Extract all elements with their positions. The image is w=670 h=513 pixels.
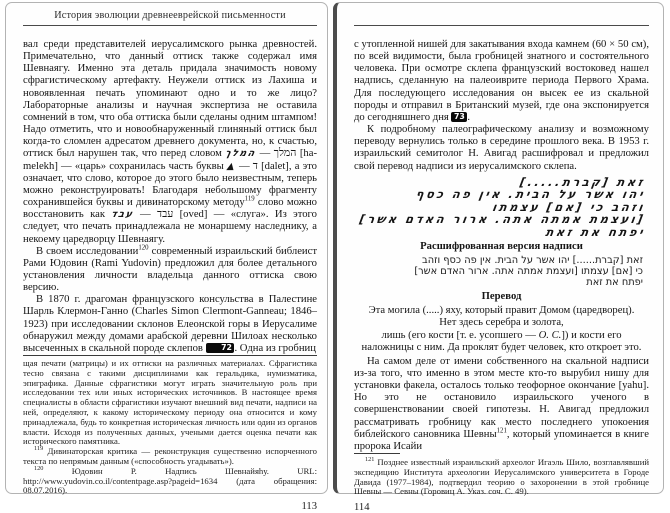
paragraph-tomb: с утопленной нишей для закатывания входа камнем (60 × 50 см), по всей видимости, была гробницей знатного и состоятельного человека. При осмотре склепа французский востоковед нашел надпись, сделанную на палеоиврите периода Первого Храма. Для последующего исследования он высек ее из скальной породы и отправил в Британский музей, где она экспонируется до сегодняшнего дня 73 . [354, 39, 649, 123]
hebrew-line: כי [אם] עצמתו [ועצמת אמתה אתה. ארור האדם אשר] [414, 266, 643, 278]
footnote-119-marker: 119 [34, 445, 44, 453]
paragraph-avigad: К подробному палеографическому анализу и возможному переводу вернулись только в середине прошлого века. В 1953 г. израильский семитолог Н. Авигад расшифровал и предложил свой перевод надписи из иерусалимского склепа. [354, 124, 649, 172]
hebrew-line: יפתח את זאת [586, 277, 643, 289]
footnote-ref-120: 120 [138, 244, 149, 252]
paragraph-clermont-ganneau: В 1870 г. драгоман французского консульства в Палестине Шарль Клермон-Ганно (Charles Simon Clermont-Ganneau; 1846–1923) при исследовании склонов Елеонской горы в Иерусалиме обнаружил между домами арабской деревни Шилоах несколько высеченных в скальной породе склепов 72 . Одна из гробниц [23, 294, 317, 354]
paleo-inscription-line: זאת [קברת.....] [518, 174, 647, 189]
running-header-title: История эволюции древнееврейской письменности [54, 10, 286, 21]
page-114 [333, 2, 664, 513]
footnote-separator-short [354, 453, 400, 454]
paleo-inscription-line: יהו אשר על הבית. אין פה כסף [414, 187, 647, 202]
footnote-120-marker: 120 [34, 464, 44, 472]
footnote-separator-full [23, 355, 317, 356]
page-number-113: 113 [301, 501, 317, 513]
header-rule [354, 25, 649, 26]
running-header-left [23, 9, 317, 26]
translation-line: Эта могила (.....) яху, который правит Домом (царедворец). [368, 305, 635, 317]
figure-badge-73: 73 [451, 112, 467, 122]
heading-decoded-version: Расшифрованная версия надписи [420, 241, 583, 253]
heading-translation: Перевод [481, 291, 522, 303]
translation-line: Нет здесь серебра и золота, [439, 317, 564, 329]
paragraph-seal-analysis: вал среди представителей иерусалимского рынка древностей. Примечательно, что данный оттиск также содержал имя Шевнаягу. Именно эта деталь придала значимость новому сфрагистическому артефакту. Неужели оттиск из Лахиша и новоявленная печать упоминают одно и то же лицо? Лабораторные анализы и научная экспертиза не оставила сомнений в том, что оба оттиска были сделаны одним штампом! Надо отметить, что и новообнаруженный глиняный оттиск был когда-то сломлен адресатом древнего документа, но, к счастью, оттиск был нарушен так, что перед словом המלך — המלך [ha-melekh] — «царь» сохранилась часть буквы ▲ — ד [dalet], а это означает, что слово, которое до этого было неизвестным, теперь можно реконструировать! Благодаря небольшому фрагменту сохранившейся буквы и дивинаторскому методу$^{119}$ слово можно восстановить как עבד — עבד [oved] — «слуга». Из этого следует, что печать принадлежала не монаршему наследнику, а некоему царедворцу Шевнаягу. [23, 39, 318, 245]
page-number-114: 114 [354, 502, 370, 513]
figure-badge-72: 72 [206, 343, 235, 353]
running-header-right [354, 9, 649, 26]
paleo-inscription-block [354, 176, 645, 239]
paragraph-yudovin: В своем исследовании$^{120}$ современный израильский библеист Рами Юдовин (Rami Yudovin) предложил для более детального установления личности владельца данного оттиска свою версию. [23, 244, 317, 294]
paleo-letter-dalet: ▲ [225, 160, 238, 172]
footnote-ref-119: 119 [244, 195, 255, 203]
hebrew-line: זאת [קברת......] יהו אשר על הבית. אין פה כסף וזהב [422, 255, 643, 267]
header-spacer [354, 9, 649, 22]
footnote-continuation: щая печати (матрицы) и их оттиски на различных материалах. Сфрагистика тесно связана с такими дисциплинами как геральдика, нумизматика, эпиграфика. Данные сфрагистики могут играть значительную роль при исследовании тех или иных исторических источников. В настоящее время специалисты в области сфрагистики изучают внешний вид печати, надписи на ней, определяют, к какому историческому периоду она относится и кому принадлежала, будь то конкретная историческая личность или один из органов власти. Исходя из полученных данных, учеными дается оценка печати как исторического памятника. [23, 358, 317, 447]
hebrew-inscription-block [354, 255, 643, 288]
page-113-content [6, 3, 327, 513]
footnote-ref-121: 121 [496, 427, 507, 435]
footnotes-right [354, 453, 649, 497]
translation-block [354, 305, 649, 354]
paleo-word-hamelekh: המלך [224, 148, 258, 160]
footnote-121: $^{121}$ Позднее известный израильский археолог Игаэль Шило, возглавлявший экспедицию Института археологии Иерусалимского университета в Городе Давида (1977–1984), подтвердил теорию о захоронении в этой гробнице Шевны — Севны (Горовиц А. Указ. соч. С. 49). [354, 456, 649, 497]
paragraph-shebna: На самом деле от имени собственного на скальной надписи из-за того, что именно в этом месте кто-то вырубил нишу для установки факела, осталось только теофорное окончание [yahu]. Но это не остановило израильского ученого в совершенствовании своей гипотезы. Н. Авигад предложил рассматривать гробницу как место последнего упокоения библейского сановника Шевны$^{121}$, который упоминается в книге пророка Исайи [354, 355, 649, 452]
author-initials: О. С. [538, 329, 562, 341]
body-text-right [354, 39, 649, 453]
footnote-121-marker: 121 [365, 456, 375, 464]
paleo-word-oved: עבד [110, 209, 136, 221]
footnotes-left [23, 355, 317, 496]
translation-line: лишь (его кости [т. е. усопшего — О. С.]) и кости его наложницы с ним. Да проклят будет человек, кто откроет это. [361, 329, 642, 353]
paleo-inscription-line: וזהב כי [אם] עצמתו [491, 199, 647, 214]
paleo-inscription-line: [ועצמת אמתה אתה. ארור האדם אשר] [358, 212, 647, 227]
header-rule [23, 25, 317, 26]
page-114-content [337, 3, 663, 513]
footnote-120: $^{120}$ Юдовин Р. Надпись Шевнайяhу. URL: http://www.yudovin.co.il/contentpage.asp?pageid=1634 (дата обращения: 08.07.2016). [23, 464, 317, 496]
page-113 [5, 2, 328, 513]
body-text-left [23, 39, 317, 355]
footnote-119: $^{119}$ Дивинаторская критика — реконструкция существенно испорченного текста по непрямым данным («способность угадывать»). [23, 445, 317, 467]
paleo-inscription-line: יפתח את זאת [544, 224, 647, 239]
